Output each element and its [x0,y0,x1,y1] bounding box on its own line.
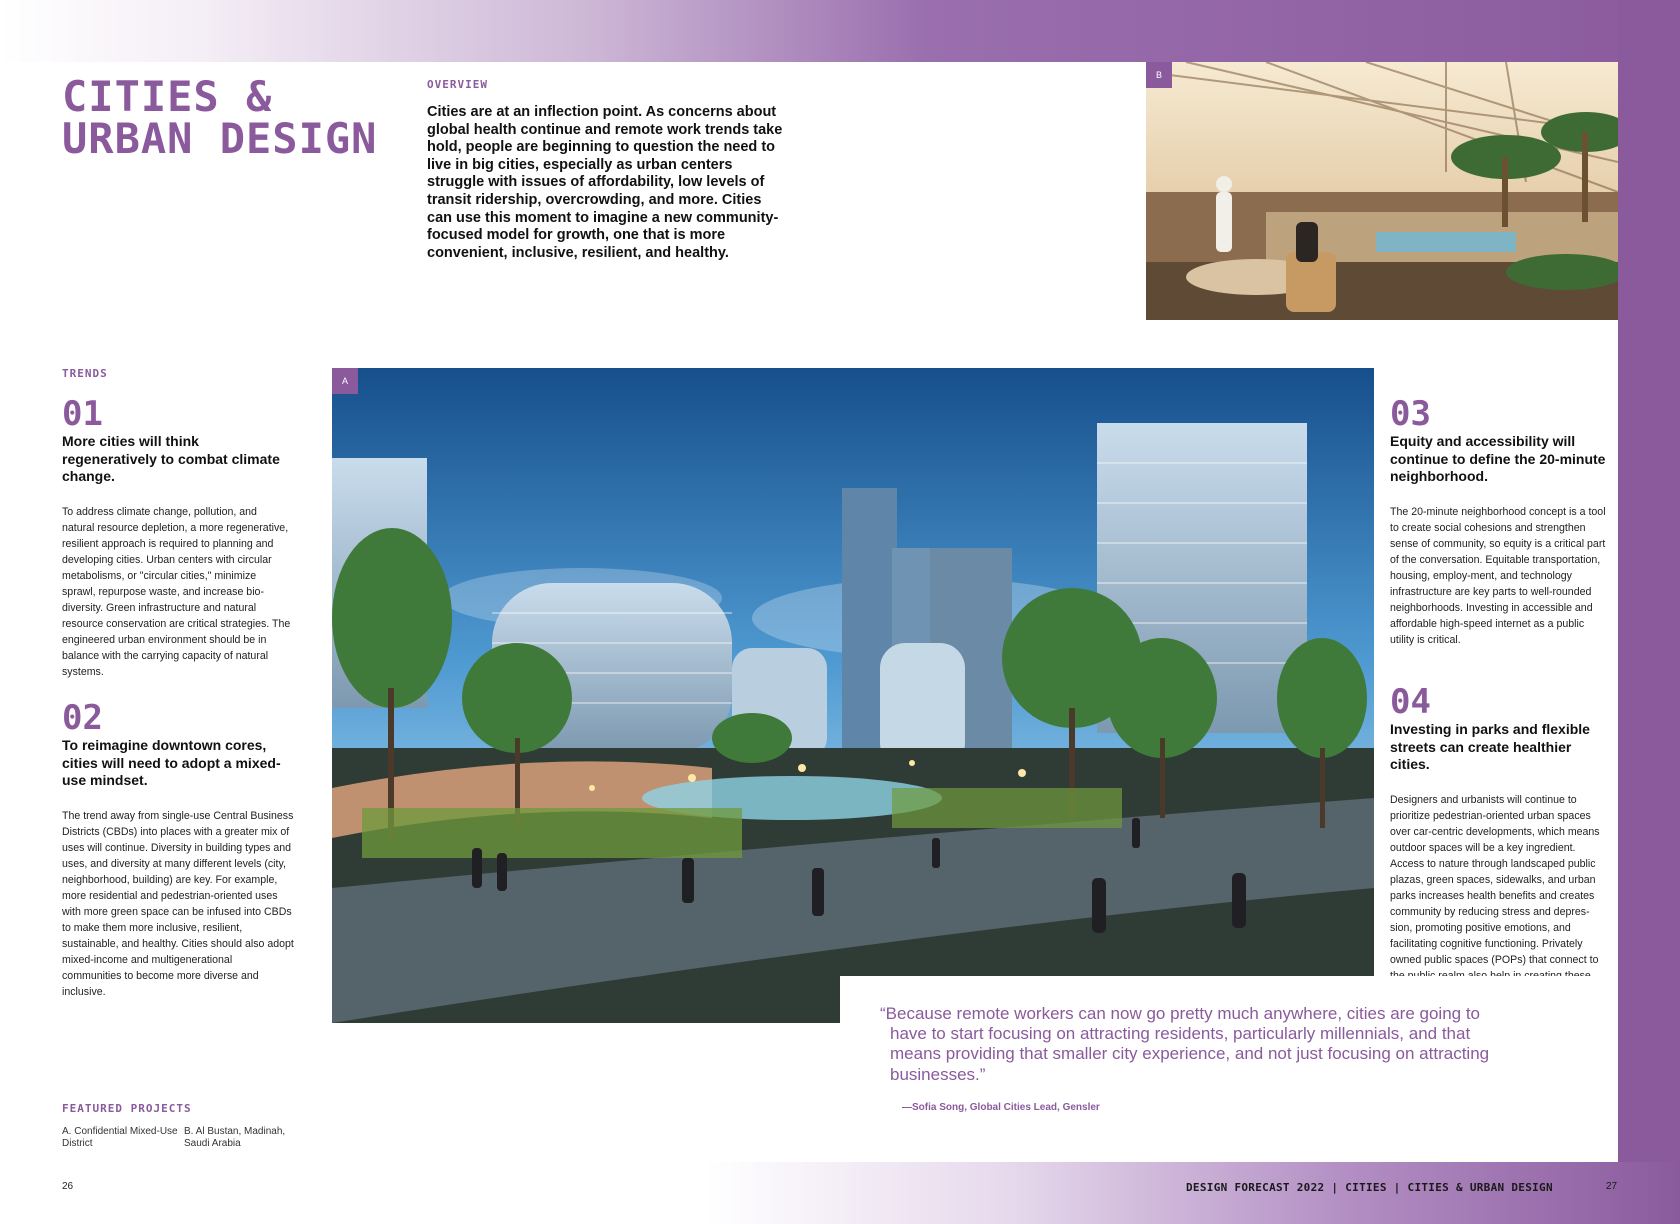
top-gradient-band [0,0,1680,62]
trend-heading: Investing in parks and flexible streets can create healthier cities. [1390,721,1590,772]
page-title [62,72,378,163]
trend-body: Designers and urbanists will continue to prioritize pedestrian-oriented urban spaces over car-centric developments, which means outdoor spaces will be a key ingredient. Access to nature through landscaped public plazas, green spaces, sidewalks, and urban parks increases health benefits and creates community by reducing stress and depres-sion, promoting positive emotions, and facilitating cognitive functioning. Privately owned public spaces (POPs) that connect to [1390,793,1600,966]
title-line-1: CITIES & [62,72,273,121]
urban-district-illustration [332,368,1374,1023]
trend-body: The 20-minute neighborhood concept is a tool to create social cohesions and strengthen sense of community, so equity is a critical part of the conversation. Equitable transportation, housing, employ-ment, and technology infrastructure are key parts to well-rounded neighborhoods. Investing in accessible and affordable high-speed internet as a public utility is critical. [1390,505,1606,646]
trend-01 [62,396,292,680]
featured-projects-label: FEATURED PROJECTS [62,1102,192,1115]
trends-label: TRENDS [62,367,108,380]
overview-text: Cities are at an inflection point. As concerns about global health continue and remote work trends take hold, people are beginning to question the need to live in big cities, especially as urban centers struggle with issues of affordability, low levels of transit ridership, overcrowding, and more. Cities can use this moment to imagine a new community-focused model for growth, one that is more convenient, inclusive, resilient, and healthy. [427,104,783,261]
overview-label: OVERVIEW [427,78,488,91]
trend-number: 02 [62,698,103,738]
photo-b-tag: B [1146,62,1172,88]
trend-02 [62,700,294,1000]
featured-project-a: A. Confidential Mixed-Use District [62,1126,178,1149]
title-line-2: URBAN DESIGN [62,114,378,163]
trend-03 [1390,396,1608,648]
trend-heading: To reimagine downtown cores, cities will need to adopt a mixed-use mindset. [62,737,281,788]
featured-project-b: B. Al Bustan, Madinah, Saudi Arabia [184,1126,286,1149]
photo-a-urban-district [332,368,1374,1023]
atrium-illustration [1146,62,1618,320]
page-number-left: 26 [62,1181,74,1192]
quote-attribution: —Sofia Song, Global Cities Lead, Gensler [902,1102,1100,1113]
trend-number: 03 [1390,394,1431,434]
trend-body: The trend away from single-use Central Business Districts (CBDs) into places with a greater mix of uses will continue. Diversity in building types and uses, and diversity at many different levels (city, neighborhood, building) are key. For example, more residential and pedestrian-oriented uses with more green space can be infused into CBDs to make them more inclusive, resilient, sustainable, and healthy. Cities should also adopt mixed-income and multigenerational communities to become more diverse and inclusive. [62,809,294,998]
trend-number: 04 [1390,682,1431,722]
trend-heading: More cities will think regeneratively to combat climate change. [62,433,280,484]
running-footer: DESIGN FORECAST 2022 | CITIES | CITIES & URBAN DESIGN [1186,1181,1553,1194]
page-number-right: 27 [1606,1181,1618,1192]
trend-number: 01 [62,394,103,434]
trend-04 [1390,684,1608,1000]
trend-heading: Equity and accessibility will continue to define the 20-minute neighborhood. [1390,433,1606,484]
pull-quote: “Because remote workers can now go pretty much anywhere, cities are going to have to start focusing on attracting residents, particularly millennials, and that means providing that smaller city experience, and not just focusing on attracting businesses.” [880,1004,1490,1084]
photo-b-atrium [1146,62,1618,320]
trend-body: To address climate change, pollution, and natural resource depletion, a more regenerative, resilient approach is required to planning and developing cities. Urban centers with circular metabolisms, or "circular cities," minimize sprawl, repurpose waste, and increase bio-diversity. Green infrastructure and natural resource conservation are critical strategies. The engineered urban environment should be in balance with the carrying capacity of natural systems. [62,505,291,678]
right-color-band [1618,0,1680,1224]
photo-a-tag: A [332,368,358,394]
